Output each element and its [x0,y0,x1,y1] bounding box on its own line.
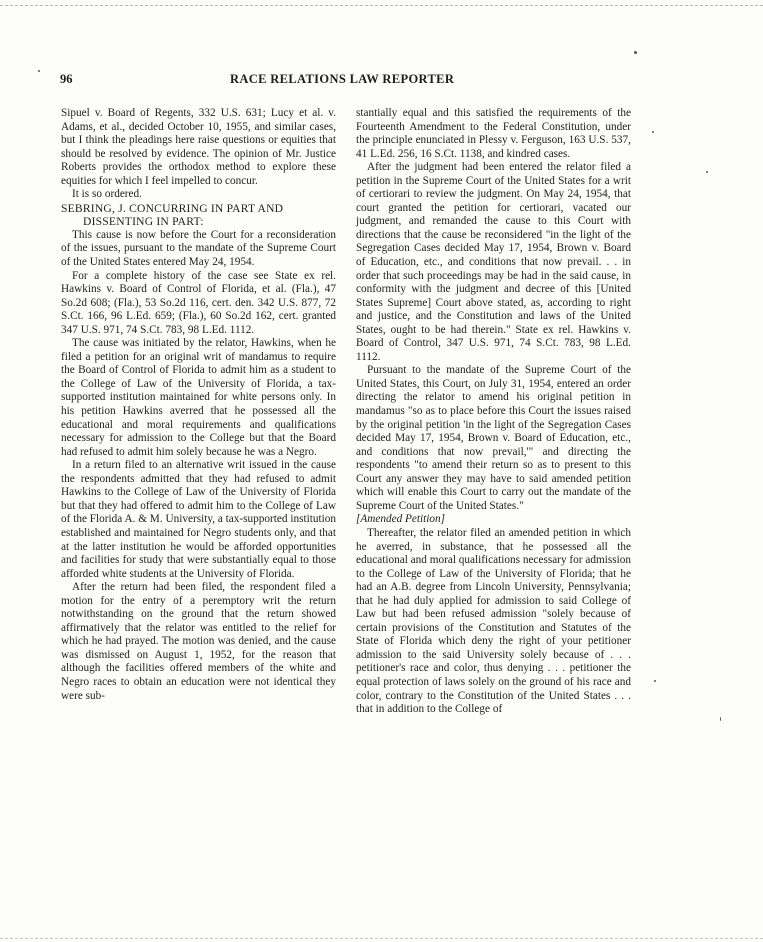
page-header [60,72,640,88]
scan-speck [706,171,708,173]
page-bottom-edge [0,938,763,939]
right-column [356,107,631,717]
paragraph: Sipuel v. Board of Regents, 332 U.S. 631; Lucy et al. v. Adams, et al., decided October 10, 1955, and similar cases, but I think the pleadings here raise questions or equities that should be resolved by evidence. The opinion of Mr. Justice Roberts provides the orthodox method to explore these equities for which I feel impelled to concur. [61,107,336,187]
opinion-heading [61,202,336,229]
paragraph: For a complete history of the case see State ex rel. Hawkins v. Board of Control of Florida, et al. (Fla.), 47 So.2d 608; (Fla.), 53 So.2d 116, cert. den. 342 U.S. 877, 72 S.Ct. 166, 96 L.Ed. 659; (Fla.), 60 So.2d 162, cert. granted 347 U.S. 971, 74 S.Ct. 783, 98 L.Ed. 1112. [61,269,336,336]
scan-speck [634,51,637,54]
paragraph: Pursuant to the mandate of the Supreme Court of the United States, this Court, on July 31, 1954, entered an order directing the relator to amend his original petition in mandamus "so as to place before this Court the issues raised by the original petition 'in the light of the Segregation Cases decided May 17, 1954, Brown v. Board of Education, etc., and conditions that now prevail,'" and directing the respondents "to amend their return so as to present to this Court any answer they may have to said amended petition which will enable this Court to carry out the mandate of the Supreme Court of the United States." [356,364,631,512]
section-subheading: [Amended Petition] [356,513,446,526]
opinion-heading-line: DISSENTING IN PART: [83,215,204,229]
page-top-edge [0,5,763,6]
scan-speck [720,717,721,721]
paragraph: stantially equal and this satisfied the requirements of the Fourteenth Amendment to the Federal Constitution, under the principle enunciated in Plessy v. Ferguson, 163 U.S. 537, 41 L.Ed. 256, 16 S.Ct. 1138, and kindred cases. [356,107,631,160]
paragraph: In a return filed to an alternative writ issued in the cause the respondents admitted that they had refused to admit Hawkins to the College of Law of the University of Florida but that they had offered to admit him to the College of Law of the Florida A. & M. University, a tax-supported institution established and maintained for Negro students only, and that at the latter institution he would be afforded opportunities and facilities for study that were substantially equal to those afforded white students at the University of Florida. [61,459,336,580]
paragraph: The cause was initiated by the relator, Hawkins, when he filed a petition for an original writ of mandamus to require the Board of Control of Florida to admit him as a student to the College of Law of the University of Florida, a tax-supported institution maintained for white persons only. In his petition Hawkins averred that he possessed all the educational and moral requirements and qualifications necessary for admission to the College but that the Board had refused to admit him solely because he was a Negro. [61,337,336,458]
scan-speck [654,680,656,682]
opinion-heading-line: SEBRING, J. CONCURRING IN PART AND [61,201,284,215]
scan-speck [652,131,654,133]
left-column [61,107,336,703]
paragraph: This cause is now before the Court for a reconsideration of the issues, pursuant to the mandate of the Supreme Court of the United States entered May 24, 1954. [61,228,336,269]
scan-speck [38,70,40,72]
paragraph: After the return had been filed, the respondent filed a motion for the entry of a peremptory writ the return notwithstanding on the ground that the return showed affirmatively that the relator was entitled to the relief for which he had prayed. The motion was denied, and the cause was dismissed on August 1, 1952, for the reason that although the facilities offered members of the white and Negro races to obtain an education were not identical they were sub- [61,581,336,702]
paragraph: Thereafter, the relator filed an amended petition in which he averred, in substance, that he possessed all the educational and moral qualifications necessary for admission to the College of Law of the University of Florida; that he had an A.B. degree from Lincoln University, Pennsylvania; that he had duly applied for admission to said College of Law but had been refused admission "solely because of certain provisions of the Constitution and Statutes of the State of Florida which deny the right of your petitioner admission to the said University solely because of . . . petitioner's race and color, thus denying . . . petitioner the equal protection of laws solely on the ground of his race and color, contrary to the Constitution of the United States . . . that in addition to the College of [356,526,631,716]
page-number: 96 [60,72,73,86]
running-head: RACE RELATIONS LAW REPORTER [230,72,455,86]
paragraph: It is so ordered. [72,188,142,201]
paragraph: After the judgment had been entered the relator filed a petition in the Supreme Court of the United States for a writ of certiorari to review the judgment. On May 24, 1954, that court granted the petition for certiorari, vacated our judgment, and remanded the cause to this Court with directions that the cause be reconsidered "in the light of the Segregation Cases decided May 17, 1954, Brown v. Board of Education, etc., and conditions that now prevail. . . in order that such proceedings may be had in the said cause, in conformity with the judgment and decree of this [United States Supreme] Court above stated, as, according to right and justice, and the Constitution and laws of the United States, ought to be had therein." State ex rel. Hawkins v. Board of Control, 347 U.S. 971, 74 S.Ct. 783, 98 L.Ed. 1112. [356,161,631,363]
